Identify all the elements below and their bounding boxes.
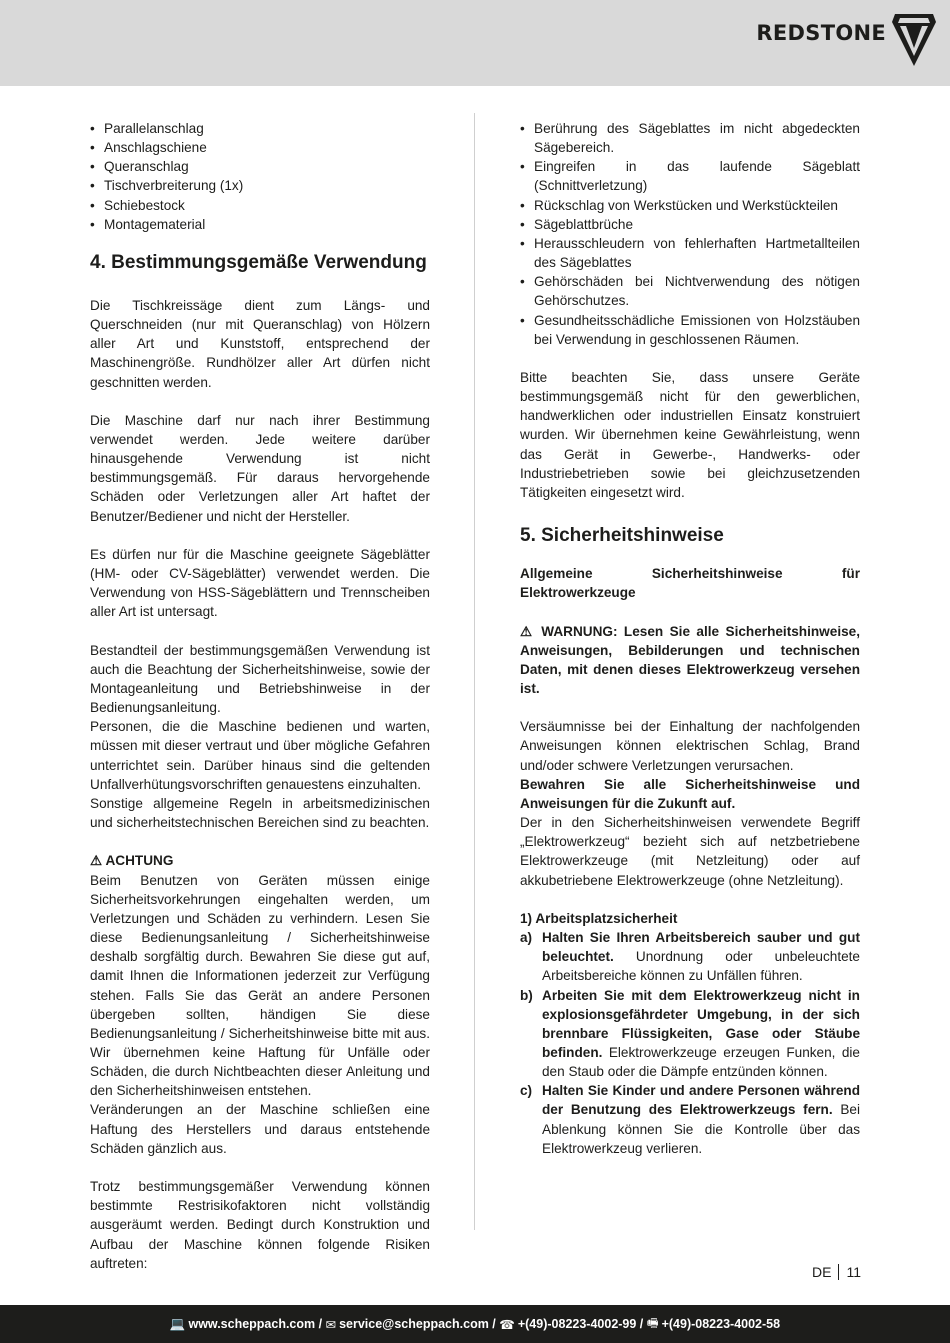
laptop-icon: 💻 [169,1316,186,1331]
list-item: c) Halten Sie Kinder und andere Personen während der Benutzung des Elektrowerkzeugs fern. Bei Ablenkung können Sie die Kontrolle über das Elektrowerkzeug verlieren. [520,1083,860,1156]
list-item: • Montagematerial [90,215,430,234]
caution-text: Beim Benutzen von Geräten müssen einige Sicherheitsvorkehrungen eingehalten werden, um Verletzungen und Schäden zu verhindern. Lesen Sie diese Bedienungsanleitung / Sicherheitshinweise deshalb sorgfältig durch. Bewahren Sie diese gut auf, damit Ihnen die Informationen jederzeit zur Verfügung stehen. Falls Sie das Gerät an andere Personen übergeben sollten, händigen Sie diese Bedienungsanleitung / Sicherheitshinweise bitte mit aus. Wir übernehmen keine Haftung für Unfälle oder Schäden, die durch Nichtbeachten dieser Anleitung und den Sicherheitshinweisen entstehen. [90,872,430,1099]
list-item: • Rückschlag von Werkstücken und Werkstückteilen [520,196,860,215]
footer-fax: +(49)-08223-4002-58 [661,1317,781,1331]
diamond-logo-icon [892,8,936,66]
scope-list [90,119,430,234]
list-item: b) Arbeiten Sie mit dem Elektrowerkzeug nicht in explosionsgefährdeter Umgebung, in der sich brennbare Flüssigkeiten, Gase oder Stäube befinden. Elektrowerkzeuge erzeugen Funken, die den Staub oder die Dämpfe entzünden können. [520,987,860,1080]
brand-logo [756,8,936,66]
page-number-value: 11 [846,1264,861,1280]
list-item: a) Halten Sie Ihren Arbeitsbereich sauber und gut beleuchtet. Unordnung oder unbeleuchtete Arbeitsbereiche können zu Unfällen führen. [520,930,860,984]
section-5-heading: 5. Sicherheitshinweise [520,525,724,547]
paragraph: Die Maschine darf nur nach ihrer Bestimmung verwendet werden. Jede weitere darüber hinausgehende Verwendung ist nicht bestimmungsgemäß. Für daraus hervorgehende Schäden oder Verletzungen aller Art haftet der Benutzer/Bediener und nicht der Hersteller. [90,412,430,524]
list-item: • Anschlagschiene [90,138,430,157]
paragraph: Es dürfen nur für die Maschine geeignete Sägeblätter (HM- oder CV-Sägeblätter) verwendet werden. Die Verwendung von HSS-Sägeblättern und Trennscheiben aller Art ist untersagt. [90,546,430,620]
list-item: • Tischverbreiterung (1x) [90,176,430,195]
list-item: • Parallelanschlag [90,119,430,138]
list-item: • Gehörschäden bei Nichtverwendung des nötigen Gehörschutzes. [520,272,860,310]
warning-text: ⚠ WARNUNG: Lesen Sie alle Sicherheitshinweise, Anweisungen, Bebilderungen und technischen Daten, mit denen dieses Elektrowerkzeug versehen ist. [520,623,860,697]
page-language: DE [812,1264,832,1280]
page-number [812,1264,861,1280]
paragraph-bold: Bewahren Sie alle Sicherheitshinweise und Anweisungen für die Zukunft auf. [520,776,860,811]
left-column [90,119,430,1273]
list-item: • Queranschlag [90,157,430,176]
paragraph: Bestandteil der bestimmungsgemäßen Verwendung ist auch die Beachtung der Sicherheitshinweise, sowie der Montageanleitung und Betriebshinweise in der Bedienungsanleitung. [90,642,430,716]
list-heading: 1) Arbeitsplatzsicherheit [520,910,678,926]
footer-website[interactable]: www.scheppach.com / [188,1317,323,1331]
list-item: • Gesundheitsschädliche Emissionen von Holzstäuben bei Verwendung in geschlossenen Räumen. [520,311,860,349]
list-item: • Herausschleudern von fehlerhaften Hartmetallteilen des Sägeblattes [520,234,860,272]
fax-icon: 🖷 [646,1315,659,1330]
brand-name: REDSTONE [756,21,886,45]
phone-icon: ☎ [499,1317,515,1332]
paragraph: Versäumnisse bei der Einhaltung der nachfolgenden Anweisungen können elektrischen Schlag, Brand und/oder schwere Verletzungen verursachen. [520,719,860,773]
footer-bar [0,1305,950,1343]
footer-email[interactable]: service@scheppach.com / [339,1317,496,1331]
risk-list [520,119,860,349]
list-item: • Sägeblattbrüche [520,215,860,234]
list-item: • Schiebestock [90,196,430,215]
paragraph: Der in den Sicherheitshinweisen verwendete Begriff „Elektrowerkzeug“ bezieht sich auf netzbetriebene Elektrowerkzeuge (mit Netzleitung) oder auf akkubetriebene Elektrowerkzeuge (ohne Netzleitung). [520,815,860,888]
list-item: • Berührung des Sägeblattes im nicht abgedeckten Sägebereich. [520,119,860,157]
paragraph: Personen, die die Maschine bedienen und warten, müssen mit dieser vertraut und über mögliche Gefahren unterrichtet sein. Darüber hinaus sind die geltenden Unfallverhütungsvorschriften genauestens einzuhalten. [90,719,430,792]
paragraph: Trotz bestimmungsgemäßer Verwendung können bestimmte Restrisikofaktoren nicht vollständig ausgeräumt werden. Bedingt durch Konstruktion und Aufbau der Maschine können folgende Risiken auftreten: [90,1179,430,1271]
paragraph: Sonstige allgemeine Regeln in arbeitsmedizinischen und sicherheitstechnischen Bereichen sind zu beachten. [90,795,430,831]
paragraph: Bitte beachten Sie, dass unsere Geräte bestimmungsgemäß nicht für den gewerblichen, handwerklichen oder industriellen Einsatz konstruiert wurden. Wir übernehmen keine Gewährleistung, wenn das Gerät in Gewerbe-, Handwerks- oder Industriebetrieben sowie bei gleichzusetzenden Tätigkeiten eingesetzt wird. [520,370,860,500]
workplace-safety-list [520,928,860,1158]
subsection-heading: Allgemeine Sicherheitshinweise für Elektrowerkzeuge [520,566,860,601]
caution-heading: ⚠ ACHTUNG [90,853,174,869]
column-divider [474,113,475,1230]
section-4-heading: 4. Bestimmungsgemäße Verwendung [90,251,427,273]
paragraph: Veränderungen an der Maschine schließen eine Haftung des Herstellers und daraus entstehende Schäden gänzlich aus. [90,1102,430,1156]
list-item: • Eingreifen in das laufende Sägeblatt (Schnittverletzung) [520,157,860,195]
mail-icon: ✉ [325,1317,337,1332]
paragraph: Die Tischkreissäge dient zum Längs- und Querschneiden (nur mit Queranschlag) von Hölzern aller Art und Kunststoff, entsprechend der Maschinengröße. Rundhölzer aller Art dürfen nicht geschnitten werden. [90,297,430,390]
footer-phone: +(49)-08223-4002-99 / [517,1317,644,1331]
header-bar [0,0,950,86]
right-column [520,119,860,1158]
